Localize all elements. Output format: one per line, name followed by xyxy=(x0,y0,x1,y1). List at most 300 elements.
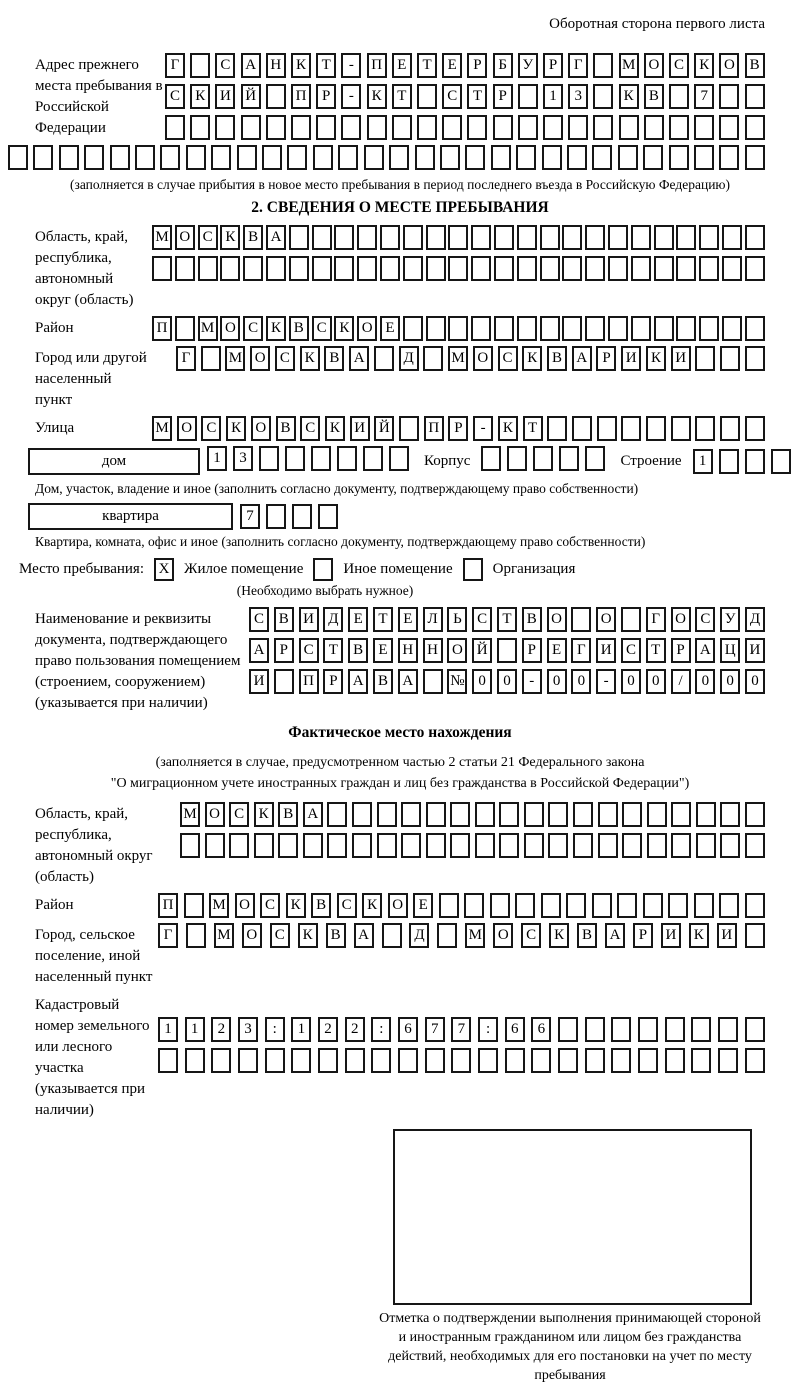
char-box[interactable] xyxy=(229,833,249,858)
char-box[interactable] xyxy=(593,115,613,140)
char-box[interactable]: П xyxy=(158,893,178,918)
char-box[interactable] xyxy=(524,833,544,858)
char-box[interactable]: С xyxy=(198,225,218,250)
char-box[interactable] xyxy=(318,504,338,529)
char-box[interactable] xyxy=(719,115,739,140)
stay-type-checkbox-organization[interactable] xyxy=(463,558,483,581)
char-box[interactable] xyxy=(316,115,336,140)
char-box[interactable] xyxy=(621,416,641,441)
char-box[interactable] xyxy=(696,802,716,827)
char-box[interactable] xyxy=(745,316,765,341)
char-box[interactable] xyxy=(745,256,765,281)
char-box[interactable] xyxy=(450,833,470,858)
char-box[interactable] xyxy=(190,53,210,78)
char-box[interactable] xyxy=(719,449,739,474)
char-box[interactable] xyxy=(562,316,582,341)
char-box[interactable]: 0 xyxy=(547,669,567,694)
char-box[interactable] xyxy=(220,256,240,281)
char-box[interactable] xyxy=(382,923,402,948)
char-box[interactable]: К xyxy=(694,53,714,78)
char-box[interactable]: И xyxy=(621,346,641,371)
char-box[interactable] xyxy=(312,256,332,281)
char-box[interactable]: Е xyxy=(413,893,433,918)
char-box[interactable]: С xyxy=(472,607,492,632)
char-box[interactable] xyxy=(719,893,739,918)
char-box[interactable] xyxy=(357,256,377,281)
char-box[interactable]: А xyxy=(266,225,286,250)
char-box[interactable] xyxy=(493,115,513,140)
char-box[interactable]: У xyxy=(720,607,740,632)
char-box[interactable] xyxy=(720,346,740,371)
char-box[interactable]: И xyxy=(249,669,269,694)
char-box[interactable]: Н xyxy=(423,638,443,663)
char-box[interactable] xyxy=(644,115,664,140)
char-box[interactable] xyxy=(289,256,309,281)
char-box[interactable]: В xyxy=(348,638,368,663)
char-box[interactable]: К xyxy=(522,346,542,371)
char-box[interactable] xyxy=(198,256,218,281)
char-box[interactable] xyxy=(507,446,527,471)
char-box[interactable]: Р xyxy=(522,638,542,663)
char-box[interactable] xyxy=(190,115,210,140)
char-box[interactable] xyxy=(437,923,457,948)
char-box[interactable]: В xyxy=(577,923,597,948)
char-box[interactable] xyxy=(211,1048,231,1073)
char-box[interactable] xyxy=(352,833,372,858)
char-box[interactable] xyxy=(558,1048,578,1073)
char-box[interactable] xyxy=(631,316,651,341)
char-box[interactable]: Д xyxy=(409,923,429,948)
char-box[interactable] xyxy=(312,225,332,250)
char-box[interactable]: Т xyxy=(417,53,437,78)
char-box[interactable] xyxy=(696,833,716,858)
char-box[interactable] xyxy=(175,256,195,281)
char-box[interactable]: 7 xyxy=(451,1017,471,1042)
apartment-type-field[interactable]: квартира xyxy=(28,503,233,530)
char-box[interactable] xyxy=(668,893,688,918)
char-box[interactable]: М xyxy=(214,923,234,948)
char-box[interactable] xyxy=(745,225,765,250)
house-type-field[interactable]: дом xyxy=(28,448,200,475)
char-box[interactable] xyxy=(423,669,443,694)
char-box[interactable] xyxy=(647,802,667,827)
char-box[interactable]: 0 xyxy=(571,669,591,694)
char-box[interactable]: № xyxy=(447,669,467,694)
char-box[interactable] xyxy=(638,1048,658,1073)
char-box[interactable] xyxy=(699,225,719,250)
char-box[interactable] xyxy=(357,225,377,250)
char-box[interactable]: А xyxy=(349,346,369,371)
char-box[interactable]: С xyxy=(249,607,269,632)
char-box[interactable] xyxy=(471,225,491,250)
char-box[interactable] xyxy=(84,145,104,170)
char-box[interactable] xyxy=(516,145,536,170)
char-box[interactable] xyxy=(175,316,195,341)
char-box[interactable] xyxy=(389,446,409,471)
char-box[interactable] xyxy=(745,1048,765,1073)
char-box[interactable]: Р xyxy=(596,346,616,371)
char-box[interactable]: А xyxy=(348,669,368,694)
char-box[interactable]: К xyxy=(689,923,709,948)
char-box[interactable]: С xyxy=(299,638,319,663)
char-box[interactable] xyxy=(593,84,613,109)
char-box[interactable]: С xyxy=(260,893,280,918)
char-box[interactable]: - xyxy=(596,669,616,694)
char-box[interactable] xyxy=(481,446,501,471)
char-box[interactable]: Г xyxy=(176,346,196,371)
char-box[interactable]: Т xyxy=(646,638,666,663)
char-box[interactable]: И xyxy=(299,607,319,632)
char-box[interactable]: 6 xyxy=(505,1017,525,1042)
char-box[interactable] xyxy=(719,84,739,109)
char-box[interactable] xyxy=(8,145,28,170)
char-box[interactable]: А xyxy=(398,669,418,694)
char-box[interactable] xyxy=(722,225,742,250)
char-box[interactable]: Т xyxy=(523,416,543,441)
char-box[interactable] xyxy=(313,145,333,170)
char-box[interactable]: Р xyxy=(493,84,513,109)
char-box[interactable]: И xyxy=(745,638,765,663)
char-box[interactable]: А xyxy=(354,923,374,948)
char-box[interactable] xyxy=(285,446,305,471)
char-box[interactable]: У xyxy=(518,53,538,78)
char-box[interactable]: С xyxy=(300,416,320,441)
char-box[interactable]: 7 xyxy=(425,1017,445,1042)
char-box[interactable] xyxy=(669,145,689,170)
char-box[interactable]: С xyxy=(275,346,295,371)
char-box[interactable] xyxy=(542,145,562,170)
char-box[interactable]: 0 xyxy=(695,669,715,694)
char-box[interactable] xyxy=(471,256,491,281)
char-box[interactable]: О xyxy=(388,893,408,918)
char-box[interactable] xyxy=(568,115,588,140)
char-box[interactable] xyxy=(543,115,563,140)
char-box[interactable] xyxy=(274,669,294,694)
char-box[interactable]: О xyxy=(547,607,567,632)
char-box[interactable] xyxy=(745,802,765,827)
char-box[interactable] xyxy=(745,449,765,474)
char-box[interactable] xyxy=(451,1048,471,1073)
char-box[interactable] xyxy=(403,256,423,281)
char-box[interactable]: 2 xyxy=(211,1017,231,1042)
char-box[interactable]: С xyxy=(621,638,641,663)
char-box[interactable] xyxy=(374,346,394,371)
char-box[interactable] xyxy=(558,1017,578,1042)
stay-type-checkbox-other[interactable] xyxy=(313,558,333,581)
char-box[interactable]: / xyxy=(671,669,691,694)
char-box[interactable] xyxy=(567,145,587,170)
char-box[interactable]: О xyxy=(251,416,271,441)
char-box[interactable] xyxy=(608,225,628,250)
char-box[interactable] xyxy=(380,256,400,281)
char-box[interactable]: А xyxy=(605,923,625,948)
char-box[interactable]: Е xyxy=(398,607,418,632)
char-box[interactable] xyxy=(464,893,484,918)
char-box[interactable]: С xyxy=(337,893,357,918)
stay-type-checkbox-residential[interactable]: X xyxy=(154,558,174,581)
char-box[interactable]: О xyxy=(250,346,270,371)
char-box[interactable]: О xyxy=(644,53,664,78)
char-box[interactable] xyxy=(467,115,487,140)
char-box[interactable]: П xyxy=(291,84,311,109)
char-box[interactable]: 3 xyxy=(568,84,588,109)
char-box[interactable]: А xyxy=(572,346,592,371)
char-box[interactable]: О xyxy=(220,316,240,341)
char-box[interactable]: : xyxy=(478,1017,498,1042)
char-box[interactable] xyxy=(494,256,514,281)
char-box[interactable] xyxy=(598,833,618,858)
char-box[interactable]: Т xyxy=(316,53,336,78)
char-box[interactable]: С xyxy=(215,53,235,78)
char-box[interactable] xyxy=(266,84,286,109)
char-box[interactable]: Т xyxy=(392,84,412,109)
char-box[interactable] xyxy=(745,893,765,918)
char-box[interactable]: С xyxy=(165,84,185,109)
char-box[interactable] xyxy=(585,225,605,250)
char-box[interactable]: О xyxy=(719,53,739,78)
char-box[interactable] xyxy=(426,225,446,250)
char-box[interactable]: Г xyxy=(646,607,666,632)
char-box[interactable]: Р xyxy=(274,638,294,663)
char-box[interactable]: И xyxy=(350,416,370,441)
char-box[interactable]: П xyxy=(152,316,172,341)
char-box[interactable]: - xyxy=(522,669,542,694)
char-box[interactable] xyxy=(327,833,347,858)
char-box[interactable]: К xyxy=(325,416,345,441)
char-box[interactable] xyxy=(211,145,231,170)
char-box[interactable] xyxy=(201,346,221,371)
char-box[interactable]: Й xyxy=(241,84,261,109)
char-box[interactable] xyxy=(541,893,561,918)
char-box[interactable] xyxy=(643,145,663,170)
char-box[interactable]: Е xyxy=(373,638,393,663)
char-box[interactable] xyxy=(745,84,765,109)
char-box[interactable] xyxy=(291,115,311,140)
char-box[interactable] xyxy=(59,145,79,170)
char-box[interactable] xyxy=(654,256,674,281)
char-box[interactable]: 6 xyxy=(531,1017,551,1042)
char-box[interactable]: В xyxy=(243,225,263,250)
char-box[interactable]: М xyxy=(198,316,218,341)
char-box[interactable]: 1 xyxy=(207,446,227,471)
char-box[interactable] xyxy=(352,802,372,827)
char-box[interactable]: - xyxy=(341,53,361,78)
char-box[interactable]: К xyxy=(254,802,274,827)
char-box[interactable] xyxy=(665,1017,685,1042)
char-box[interactable] xyxy=(243,256,263,281)
char-box[interactable] xyxy=(337,446,357,471)
char-box[interactable]: В xyxy=(311,893,331,918)
char-box[interactable]: В xyxy=(289,316,309,341)
char-box[interactable] xyxy=(363,446,383,471)
char-box[interactable] xyxy=(695,346,715,371)
char-box[interactable] xyxy=(718,1048,738,1073)
char-box[interactable] xyxy=(559,446,579,471)
char-box[interactable]: К xyxy=(334,316,354,341)
char-box[interactable]: 7 xyxy=(240,504,260,529)
char-box[interactable] xyxy=(186,923,206,948)
char-box[interactable]: О xyxy=(671,607,691,632)
char-box[interactable] xyxy=(665,1048,685,1073)
char-box[interactable]: А xyxy=(303,802,323,827)
char-box[interactable] xyxy=(720,416,740,441)
char-box[interactable] xyxy=(377,802,397,827)
char-box[interactable] xyxy=(722,316,742,341)
char-box[interactable]: 0 xyxy=(497,669,517,694)
char-box[interactable] xyxy=(186,145,206,170)
char-box[interactable] xyxy=(266,256,286,281)
char-box[interactable] xyxy=(647,833,667,858)
char-box[interactable]: А xyxy=(695,638,715,663)
char-box[interactable] xyxy=(671,833,691,858)
char-box[interactable] xyxy=(327,802,347,827)
char-box[interactable] xyxy=(439,893,459,918)
char-box[interactable] xyxy=(547,416,567,441)
char-box[interactable]: Й xyxy=(472,638,492,663)
char-box[interactable]: 0 xyxy=(621,669,641,694)
char-box[interactable]: - xyxy=(473,416,493,441)
char-box[interactable] xyxy=(494,316,514,341)
char-box[interactable]: И xyxy=(215,84,235,109)
char-box[interactable] xyxy=(403,316,423,341)
char-box[interactable] xyxy=(621,607,641,632)
char-box[interactable] xyxy=(292,504,312,529)
char-box[interactable] xyxy=(631,225,651,250)
char-box[interactable] xyxy=(491,145,511,170)
char-box[interactable] xyxy=(611,1048,631,1073)
char-box[interactable]: 1 xyxy=(158,1017,178,1042)
char-box[interactable] xyxy=(291,1048,311,1073)
char-box[interactable]: К xyxy=(498,416,518,441)
char-box[interactable] xyxy=(598,802,618,827)
char-box[interactable] xyxy=(450,802,470,827)
char-box[interactable]: К xyxy=(286,893,306,918)
char-box[interactable]: Р xyxy=(316,84,336,109)
char-box[interactable] xyxy=(671,802,691,827)
char-box[interactable]: Е xyxy=(348,607,368,632)
char-box[interactable]: К xyxy=(367,84,387,109)
char-box[interactable] xyxy=(676,256,696,281)
char-box[interactable]: Г xyxy=(571,638,591,663)
char-box[interactable] xyxy=(448,225,468,250)
char-box[interactable] xyxy=(334,225,354,250)
char-box[interactable]: 6 xyxy=(398,1017,418,1042)
char-box[interactable] xyxy=(215,115,235,140)
char-box[interactable]: О xyxy=(242,923,262,948)
char-box[interactable]: Д xyxy=(323,607,343,632)
char-box[interactable] xyxy=(573,833,593,858)
char-box[interactable] xyxy=(593,53,613,78)
char-box[interactable] xyxy=(531,1048,551,1073)
char-box[interactable]: М xyxy=(152,225,172,250)
char-box[interactable] xyxy=(517,316,537,341)
char-box[interactable] xyxy=(287,145,307,170)
char-box[interactable]: В xyxy=(745,53,765,78)
char-box[interactable] xyxy=(608,256,628,281)
char-box[interactable]: О xyxy=(596,607,616,632)
char-box[interactable] xyxy=(505,1048,525,1073)
char-box[interactable] xyxy=(585,1048,605,1073)
char-box[interactable] xyxy=(638,1017,658,1042)
char-box[interactable]: Е xyxy=(442,53,462,78)
char-box[interactable] xyxy=(573,802,593,827)
char-box[interactable] xyxy=(160,145,180,170)
char-box[interactable]: В xyxy=(278,802,298,827)
char-box[interactable] xyxy=(611,1017,631,1042)
char-box[interactable] xyxy=(426,316,446,341)
char-box[interactable] xyxy=(694,893,714,918)
char-box[interactable]: М xyxy=(180,802,200,827)
char-box[interactable] xyxy=(745,115,765,140)
char-box[interactable] xyxy=(465,145,485,170)
char-box[interactable]: С xyxy=(442,84,462,109)
char-box[interactable] xyxy=(475,833,495,858)
char-box[interactable] xyxy=(643,893,663,918)
char-box[interactable] xyxy=(417,115,437,140)
char-box[interactable] xyxy=(566,893,586,918)
char-box[interactable] xyxy=(671,416,691,441)
char-box[interactable]: Т xyxy=(467,84,487,109)
char-box[interactable] xyxy=(517,225,537,250)
char-box[interactable] xyxy=(745,923,765,948)
char-box[interactable]: К xyxy=(190,84,210,109)
char-box[interactable] xyxy=(426,833,446,858)
char-box[interactable]: Ь xyxy=(447,607,467,632)
char-box[interactable] xyxy=(585,1017,605,1042)
char-box[interactable] xyxy=(338,145,358,170)
char-box[interactable] xyxy=(745,346,765,371)
char-box[interactable]: Р xyxy=(323,669,343,694)
char-box[interactable] xyxy=(241,115,261,140)
char-box[interactable]: Д xyxy=(399,346,419,371)
char-box[interactable] xyxy=(399,416,419,441)
char-box[interactable] xyxy=(478,1048,498,1073)
char-box[interactable]: П xyxy=(299,669,319,694)
char-box[interactable]: П xyxy=(424,416,444,441)
char-box[interactable] xyxy=(562,256,582,281)
char-box[interactable] xyxy=(572,416,592,441)
char-box[interactable] xyxy=(367,115,387,140)
char-box[interactable]: : xyxy=(265,1017,285,1042)
char-box[interactable]: О xyxy=(235,893,255,918)
char-box[interactable] xyxy=(448,316,468,341)
char-box[interactable]: К xyxy=(266,316,286,341)
char-box[interactable]: М xyxy=(209,893,229,918)
char-box[interactable] xyxy=(646,416,666,441)
char-box[interactable]: В xyxy=(547,346,567,371)
char-box[interactable]: Т xyxy=(323,638,343,663)
char-box[interactable] xyxy=(237,145,257,170)
char-box[interactable]: К xyxy=(226,416,246,441)
char-box[interactable] xyxy=(745,145,765,170)
char-box[interactable] xyxy=(745,833,765,858)
char-box[interactable] xyxy=(540,316,560,341)
char-box[interactable]: К xyxy=(220,225,240,250)
char-box[interactable] xyxy=(423,346,443,371)
char-box[interactable] xyxy=(318,1048,338,1073)
char-box[interactable]: С xyxy=(695,607,715,632)
char-box[interactable] xyxy=(499,833,519,858)
char-box[interactable] xyxy=(597,416,617,441)
char-box[interactable] xyxy=(518,115,538,140)
char-box[interactable] xyxy=(562,225,582,250)
char-box[interactable]: Й xyxy=(374,416,394,441)
char-box[interactable] xyxy=(592,893,612,918)
char-box[interactable]: Т xyxy=(373,607,393,632)
char-box[interactable] xyxy=(180,833,200,858)
char-box[interactable] xyxy=(380,225,400,250)
char-box[interactable] xyxy=(592,145,612,170)
